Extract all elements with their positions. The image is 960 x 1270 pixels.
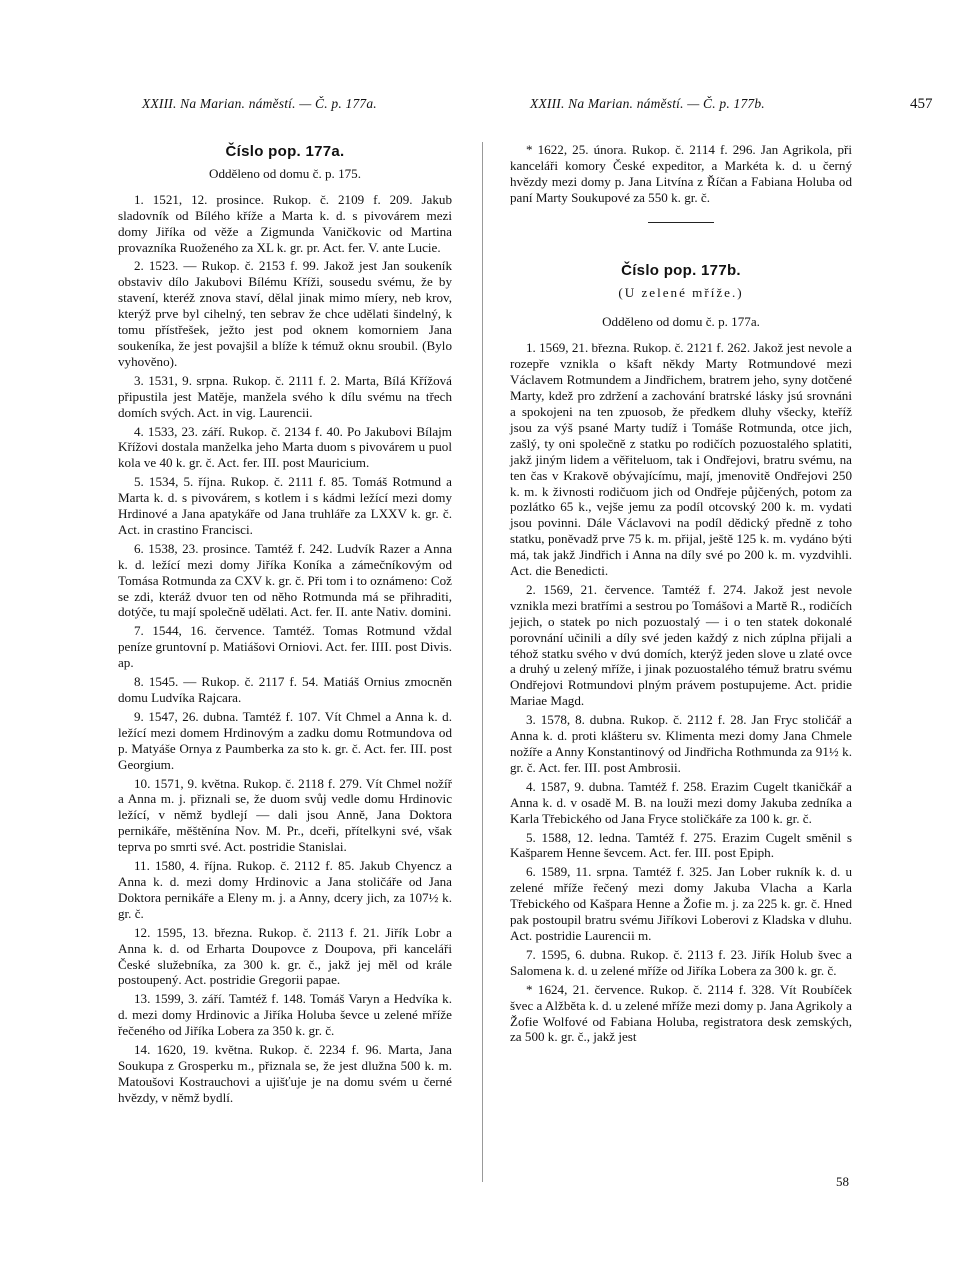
entry-paragraph: 1. 1569, 21. března. Rukop. č. 2121 f. 262. Jakož jest nevole a rozepře vznikla o kšaft někdy Marty Rotmundové mezi Václavem Rotmundem a Jindřichem, bratrem jeho, syny dotčené Marty, kdež pro zdržení a zachování bratrské lásky jsú srovnáni a spokojeni na ten zpuosob, že předkem dluhy všecky, kteříž jsou za výš psané Marty tudíž i Tomáše Rotmunda, otce jich, zašlý, ty oni společně z statku po rodičích pozuostalého splatiti, jakž jiným lidem a věřiteluom, tak i Ondřejovi, bratru svému, na ten čas v Krakově obývajícímu, mají, jmenovitě Ondřejovi 250 k. m. k živnosti rodičuom jich od Ondřeje půjčených, potom za pozlátko 65 k., vejše jemu za podíl otcovský 200 k. m. vydati jsou povinni. Dále Václavovi na podíl dědický předně z toho statku, poněvadž prve 75 k. m. přijal, ještě 125 k. m. vydáno býti má, tak jakž Jindřich i Anna na díly své po 200 k. m. vyzdvihli. Act. die Benedicti. <box>510 340 852 579</box>
entry-paragraph: 3. 1578, 8. dubna. Rukop. č. 2112 f. 28. Jan Fryc stoličář a Anna k. d. proti klášteru sv. Klimenta mezi domy Jana Chmele nožíře a Anny Konstantinový od Jindřicha Rothmunda za 91½ k. gr. č. Act. fer. III. post Ambrosii. <box>510 712 852 775</box>
signature-mark: 58 <box>836 1174 849 1189</box>
section-subtitle-177a: Odděleno od domu č. p. 175. <box>208 165 361 181</box>
entry-paragraph: 14. 1620, 19. května. Rukop. č. 2234 f. 96. Marta, Jana Soukupa z Grosperku m., přiznala se, že jest dlužna 500 k. m. Matoušovi Kostrauchovi a ujišťuje je na domu svém u černé hvězdy, v němž bydlí. <box>118 1042 452 1105</box>
section-rule <box>648 222 714 223</box>
left-column <box>118 142 452 1109</box>
page-number: 457 <box>910 96 933 112</box>
right-column <box>510 142 852 1048</box>
entry-paragraph: 10. 1571, 9. května. Rukop. č. 2118 f. 279. Vít Chmel nožíř a Anna m. j. přiznali se, že duom svůj vedle domu Hrdinovic ležící, v němž bydlejí — dali jsou Anně, Jana Doktora pernikáře, měštěnína Nov. M. Pr., dceři, přítelkyni své, však teprva po smrti své. Act. postridie Stanislai. <box>118 775 452 855</box>
entry-paragraph: 4. 1533, 23. září. Rukop. č. 2134 f. 40. Po Jakubovi Bílajm Křížovi dostala manželka jeho Marta duom s pivovárem u puol kola ve 40 k. gr. č. Act. fer. III. post Mauricium. <box>118 423 452 471</box>
entry-paragraph: 9. 1547, 26. dubna. Tamtéž f. 107. Vít Chmel a Anna k. d. ležící mezi domem Hrdinovým a zadku domu Rotmundova od p. Matyáše Ornya z Paumberka za sto k. gr. č. Act. fer. III. post Georgium. <box>118 708 452 772</box>
section-title-177b: Číslo pop. 177b. <box>621 261 741 279</box>
section-subtitle-177b: Odděleno od domu č. p. 177a. <box>602 314 760 330</box>
entry-paragraph: 1. 1521, 12. prosince. Rukop. č. 2109 f. 209. Jakub sladovník od Bílého kříže a Marta k. d. s pivovárem mezi domy Jiříka od věže a Zigmunda Vaničkovic od Martina provazníka Ruoženého za XL k. gr. pr. Act. fer. V. ante Lucie. <box>118 191 452 255</box>
entry-paragraph: 6. 1589, 11. srpna. Tamtéž f. 325. Jan Lober rukník k. d. u zelené mříže řečený mezi domy Jakuba Vlacha a Karla Třebického od Kašpara Henne a Žofie m. j. za 225 k. gr. č. Hned pak postoupil bratru svému Jiříkovi Loberovi z Kladska v dluhu. Act. postridie Laurencii m. <box>510 864 852 943</box>
entry-paragraph: 5. 1534, 5. října. Rukop. č. 2111 f. 85. Tomáš Rotmund a Marta k. d. s pivovárem, s kotlem i s kádmi ležící mezi domy Hrdinové a Jana apatykáře od Jana truhláře za LXXV k. gr. č. Act. in crastino Francisci. <box>118 474 452 537</box>
entry-paragraph: 13. 1599, 3. září. Tamtéž f. 148. Tomáš Varyn a Hedvíka k. d. mezi domy Hrdinovic a Jiříka Holuba ševce u zelené mříže řečeného od Jiříka Lobera za 350 k. gr. č. <box>118 991 452 1039</box>
entry-paragraph: 11. 1580, 4. října. Rukop. č. 2112 f. 85. Jakub Chyencz a Anna k. d. mezi domy Hrdinovic a Jana stoličáře od Jana Doktora pernikáře a Eleny m. j. a Anny, dcery jich, za 107½ k. gr. č. <box>118 858 452 921</box>
entry-paragraph: 12. 1595, 13. března. Rukop. č. 2113 f. 21. Jiřík Lobr a Anna k. d. od Erharta Doupovce z Doupova, při kanceláři České služebníka, za 300 k. gr. č., jakž jej měl od krále postoupený. Act. postridie Gregorii papae. <box>118 924 452 988</box>
entry-paragraph: 2. 1523. — Rukop. č. 2153 f. 99. Jakož jest Jan soukeník obstaviv dílo Jakubovi Bílému Kříži, sousedu svému, že by stavení, kteréž znova staví, dělal jinak mimo míery, neb krov, kterýž prve byl cihelný, ten sebrav že chce udělati šindelný, k tomu přístřešek, ježto jest pod oknem komorniem Jana soukeníka, že jest povajšil a blíže k témuž oknu sroubil. (Bylo vyhověno). <box>118 258 452 369</box>
entry-paragraph: 5. 1588, 12. ledna. Tamtéž f. 275. Erazim Cugelt směnil s Kašparem Henne ševcem. Act. fer. III. post Epiph. <box>510 829 852 861</box>
entry-paragraph: 3. 1531, 9. srpna. Rukop. č. 2111 f. 2. Marta, Bílá Křížová připustila jest Matěje, manžela svého k dílu svému na třech domích svých. Act. in vig. Laurencii. <box>118 372 452 420</box>
entry-paragraph: 6. 1538, 23. prosince. Tamtéž f. 242. Ludvík Razer a Anna k. d. ležící mezi domy Jiříka Koníka a zámečníkovým od Tomása Rotmunda za CXV k. gr. č. Při tom i to oznámeno: Což se zdi, kteráž dvuor ten od něho Rotmunda má se přihraditi, dotýče, tu mají společně udělati. Act. fer. II. ante Nativ. domini. <box>118 540 452 620</box>
section-title-177a: Číslo pop. 177a. <box>225 143 345 160</box>
section-house-sign: (U zelené mříže.) <box>618 284 744 300</box>
column-divider <box>482 142 483 1182</box>
entry-paragraph: 7. 1595, 6. dubna. Rukop. č. 2113 f. 23. Jiřík Holub švec a Salomena k. d. u zelené mříže od Jiříka Lobera za 300 k. gr. č. <box>510 946 852 978</box>
entry-paragraph: 4. 1587, 9. dubna. Tamtéž f. 258. Erazim Cugelt tkaničkář a Anna k. d. v osadě M. B. na louži mezi domy Jakuba zedníka a Karla Třebického od Jana Fryce stoličkáře za 100 k. gr. č. <box>510 778 852 826</box>
entry-paragraph: * 1624, 21. července. Rukop. č. 2114 f. 328. Vít Roubíček švec a Alžběta k. d. u zelené mříže mezi domy p. Jana Agrikoly a Žofie Wolfové od Fabiana Holuba, registratora desk zemských, za 500 k. gr. č., jakž jest <box>510 981 852 1045</box>
running-header-right: XXIII. Na Marian. náměstí. — Č. p. 177b. <box>530 96 765 111</box>
entry-paragraph: * 1622, 25. února. Rukop. č. 2114 f. 296. Jan Agrikola, při kanceláři komory České expeditor, a Markéta k. d. u černý hvězdy mezi domy p. Jana Litvína z Říčan a Fabiana Holuba od paní Marty Soukupové za 550 k. gr. č. <box>510 142 852 205</box>
entry-paragraph: 7. 1544, 16. července. Tamtéž. Tomas Rotmund vždal peníze gruntovní p. Matiášovi Orniovi. Act. fer. IIII. post Divis. ap. <box>118 623 452 671</box>
running-header-left: XXIII. Na Marian. náměstí. — Č. p. 177a. <box>142 96 377 111</box>
entry-paragraph: 8. 1545. — Rukop. č. 2117 f. 54. Matiáš Ornius zmocněn domu Ludvíka Rajcara. <box>118 674 452 705</box>
entry-paragraph: 2. 1569, 21. července. Tamtéž f. 274. Jakož jest nevole vznikla mezi bratřími a sestrou po Tomášovi a Martě R., rodičích jejich, o statek po nich pozuostalý — i o ten statek dokonalé porovnání učinili a díly své jeden každý z nich zúplna přijali a téhož statku svého v dvú domích, kterýž jeden slove u zlaté ovce a druhý u zelený mříže, i jinak pozuostalého témuž bratru svému Ondřejovi Rotmundovi plným právem postupujeme. Act. pridie Mariae Magd. <box>510 581 852 709</box>
